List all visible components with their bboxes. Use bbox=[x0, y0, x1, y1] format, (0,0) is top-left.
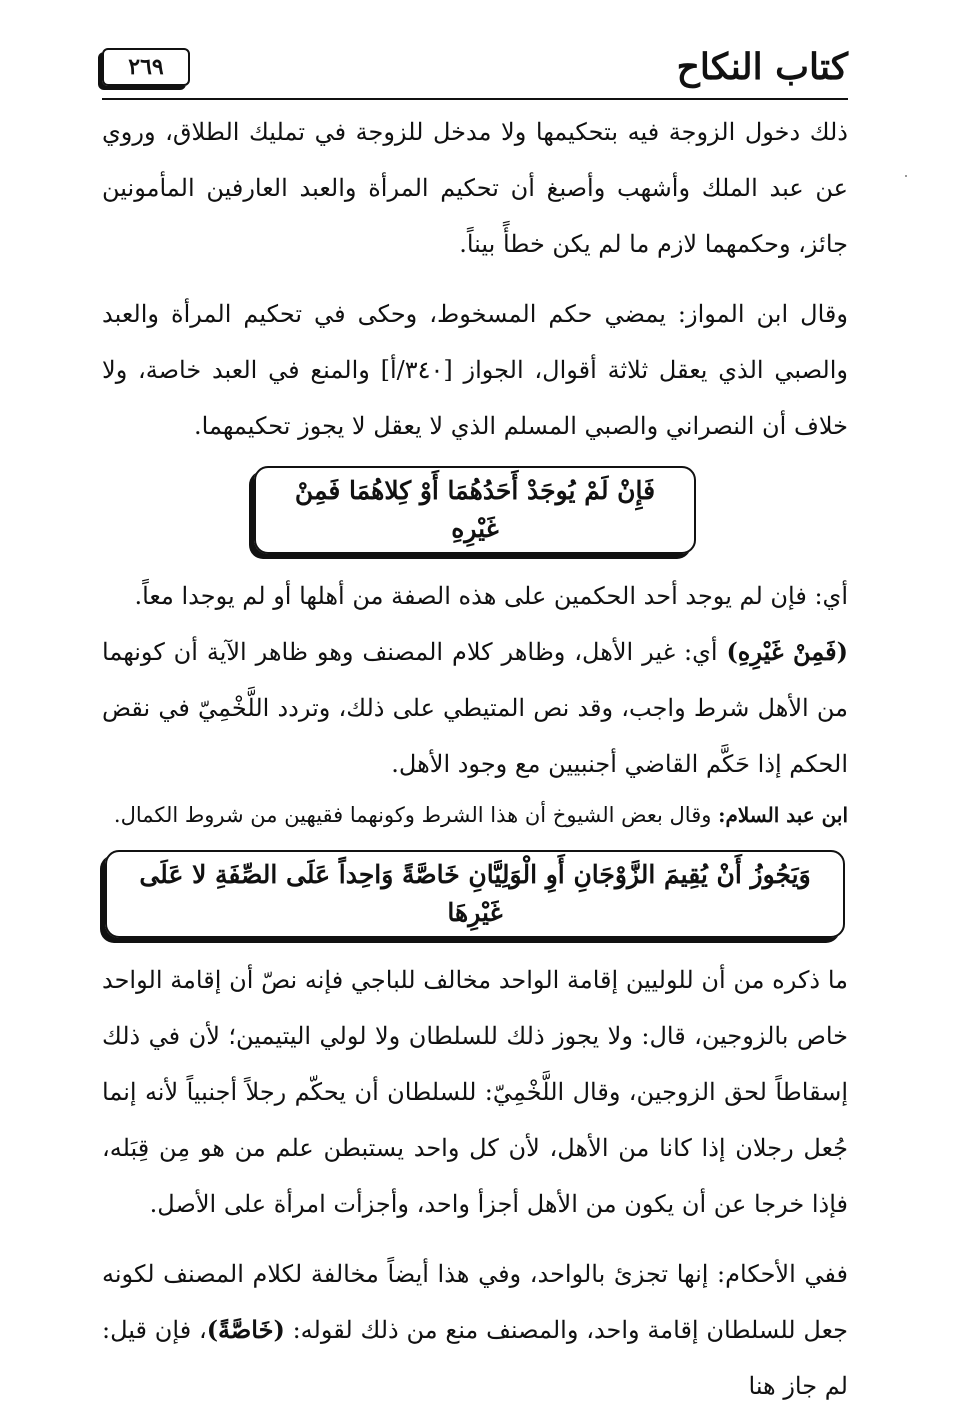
paragraph-7-end: ، فإن قيل: لم جاز هنا bbox=[102, 1316, 848, 1400]
paragraph-7 bbox=[102, 1246, 848, 1414]
paragraph-2: وقال ابن المواز: يمضي حكم المسخوط، وحكى في تحكيم المرأة والعبد والصبي الذي يعقل ثلاثة أقوال، الجواز [٣٤٠/أ] والمنع في العبد خاصة، ولا خلاف أن النصراني والصبي المسلم الذي لا يعقل لا يجوز تحكيمهما. bbox=[102, 300, 848, 440]
paragraph-4 bbox=[102, 624, 848, 792]
scan-speck bbox=[905, 175, 907, 177]
paragraph-1: ذلك دخول الزوجة فيه بتحكيمها ولا مدخل للزوجة في تمليك الطلاق، وروي عن عبد الملك وأشهب وأصبغ أن تحكيم المرأة والعبد العارفين المأمونين جائز، وحكمهما لازم ما لم يكن خطأً بيناً. bbox=[102, 118, 848, 258]
paragraph-5 bbox=[102, 792, 848, 838]
matn-quote: (خَاصَّةً) bbox=[206, 1315, 285, 1344]
page-header bbox=[102, 40, 848, 100]
matn-text-box-2: وَيَجُوزُ أَنْ يُقِيمَ الزَّوْجَانِ أَوِ الْوَلِيَّانِ خَاصَّةً وَاحِداً عَلَى الصِّفَةِ لا عَلَى غَيْرِهَا bbox=[105, 850, 845, 938]
matn-text-box-1: فَإِنْ لَمْ يُوجَدْ أَحَدُهُمَا أَوْ كِلاهُمَا فَمِنْ غَيْرِهِ bbox=[254, 466, 696, 554]
paragraph-6: ما ذكره من أن للوليين إقامة الواحد مخالف للباجي فإنه نصّ أن إقامة الواحد خاص بالزوجين، قال: ولا يجوز ذلك للسلطان ولا لولي اليتيمين؛ لأن في ذلك إسقاطاً لحق الزوجين، وقال اللَّخْمِيّ: للسلطان أن يحكّم رجلاً أجنبياً لأنه إنما جُعل رجلان إذا كانا من الأهل، لأن كل واحد يستبطن علم من هو مِن قِبَله، فإذا خرجا عن أن يكون من الأهل أجزأ واحد، وأجزأت امرأة على الأصل. bbox=[102, 966, 849, 1218]
book-title: كتاب النكاح bbox=[676, 46, 848, 88]
paragraph-3: أي: فإن لم يوجد أحد الحكمين على هذه الصفة من أهلها أو لم يوجدا معاً. bbox=[134, 582, 848, 610]
page-number: ٢٦٩ bbox=[102, 48, 190, 86]
paragraph-4-text: أي: غير الأهل، وظاهر كلام المصنف وهو ظاهر الآية أن كونهما من الأهل شرط واجب، وقد نص المتيطي على ذلك، وتردد اللَّخْمِيّ في نقض الحكم إذا حَكَّم القاضي أجنبيين مع وجود الأهل. bbox=[102, 638, 848, 778]
matn-quote: (فَمِنْ غَيْرِهِ) bbox=[726, 637, 849, 666]
paragraph-7-text: ففي الأحكام: إنها تجزئ بالواحد، وفي هذا أيضاً مخالفة لكلام المصنف لكونه جعل للسلطان إقامة واحد، والمصنف منع من ذلك لقوله: bbox=[102, 1260, 848, 1344]
paragraph-5-text: وقال بعض الشيوخ أن هذا الشرط وكونهما فقيهين من شروط الكمال. bbox=[113, 803, 719, 827]
page-content bbox=[102, 104, 848, 1414]
scholar-name: ابن عبد السلام: bbox=[718, 803, 848, 827]
